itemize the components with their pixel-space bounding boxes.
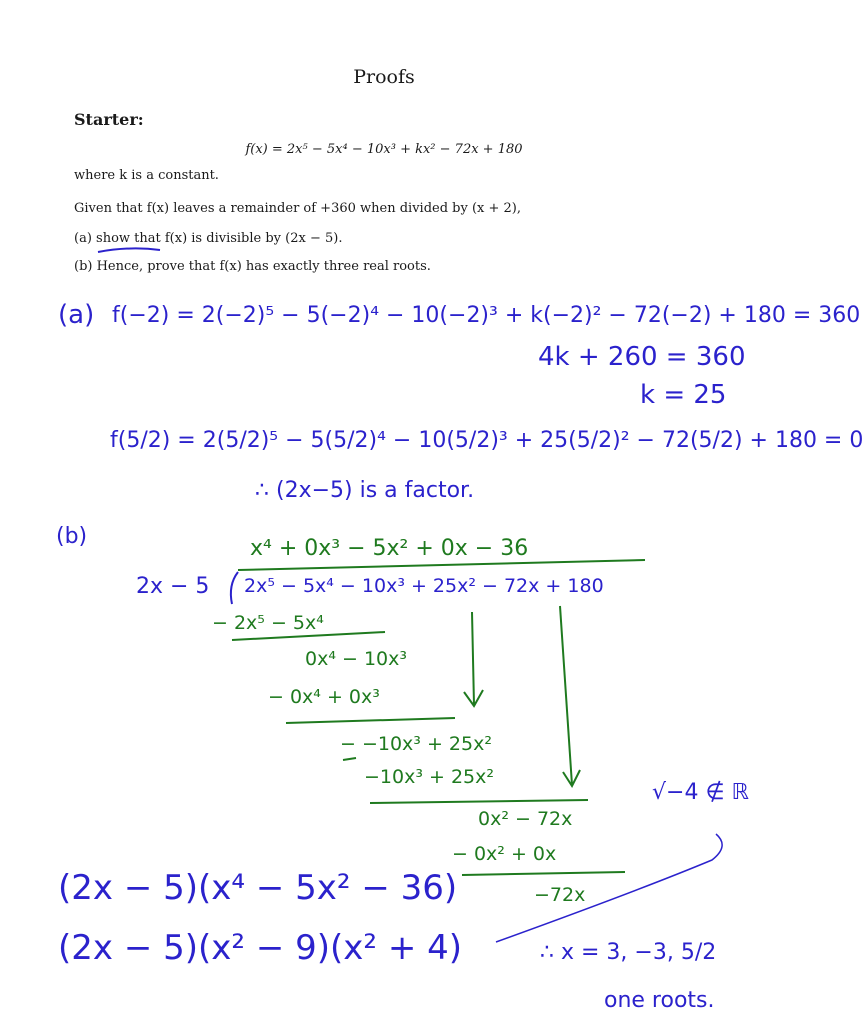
a-line-4: f(5/2) = 2(5/2)⁵ − 5(5/2)⁴ − 10(5/2)³ + 25(5/2)² − 72(5/2) + 180 = 0 — [110, 428, 863, 453]
division-step-8: −72x — [534, 884, 586, 906]
sqrt-note: √−4 ∉ ℝ — [652, 780, 750, 805]
given-statement: Given that f(x) leaves a remainder of +360 when divided by (x + 2), — [74, 201, 522, 216]
division-step-4: − −10x³ + 25x² — [340, 733, 492, 755]
division-step-7: − 0x² + 0x — [452, 843, 557, 865]
part-a-label: (a) — [58, 300, 95, 330]
division-dividend: 2x⁵ − 5x⁴ − 10x³ + 25x² − 72x + 180 — [244, 575, 604, 597]
division-step-3: − 0x⁴ + 0x³ — [268, 686, 380, 708]
division-step-5: −10x³ + 25x² — [364, 766, 494, 788]
down-arrow-2 — [560, 606, 580, 786]
down-arrow-1 — [464, 612, 483, 706]
minus-mark — [343, 758, 356, 760]
division-bracket — [231, 572, 238, 604]
a-line-3: k = 25 — [640, 380, 727, 410]
section-heading: Starter: — [74, 110, 144, 129]
roots-conclusion-note: one roots. — [604, 988, 715, 1013]
page-title: Proofs — [353, 66, 415, 88]
a-line-5: ∴ (2x−5) is a factor. — [255, 478, 475, 503]
function-equation: f(x) = 2x⁵ − 5x⁴ − 10x³ + kx² − 72x + 180 — [245, 142, 523, 157]
division-divisor: 2x − 5 — [136, 574, 210, 599]
subtraction-line-3 — [370, 800, 588, 803]
division-step-6: 0x² − 72x — [478, 808, 573, 830]
factorised-form-1: (2x − 5)(x⁴ − 5x² − 36) — [58, 868, 458, 908]
division-step-2: 0x⁴ − 10x³ — [305, 648, 407, 670]
division-quotient: x⁴ + 0x³ − 5x² + 0x − 36 — [250, 536, 529, 561]
subtraction-line-2 — [286, 718, 455, 723]
question-part-b: (b) Hence, prove that f(x) has exactly three real roots. — [74, 259, 431, 274]
division-step-1: − 2x⁵ − 5x⁴ — [212, 612, 324, 634]
question-part-a: (a) show that f(x) is divisible by (2x − 5). — [74, 231, 343, 246]
roots-conclusion: ∴ x = 3, −3, 5/2 — [540, 940, 717, 965]
constant-note: where k is a constant. — [74, 168, 219, 183]
subtraction-line-4 — [462, 872, 625, 875]
factorised-form-2: (2x − 5)(x² − 9)(x² + 4) — [58, 928, 463, 968]
a-line-2: 4k + 260 = 360 — [538, 342, 746, 372]
underline-mark — [98, 248, 160, 252]
a-line-1: f(−2) = 2(−2)⁵ − 5(−2)⁴ − 10(−2)³ + k(−2)² − 72(−2) + 180 = 360 — [112, 303, 861, 328]
division-bar — [238, 560, 645, 570]
part-b-label: (b) — [56, 524, 88, 549]
